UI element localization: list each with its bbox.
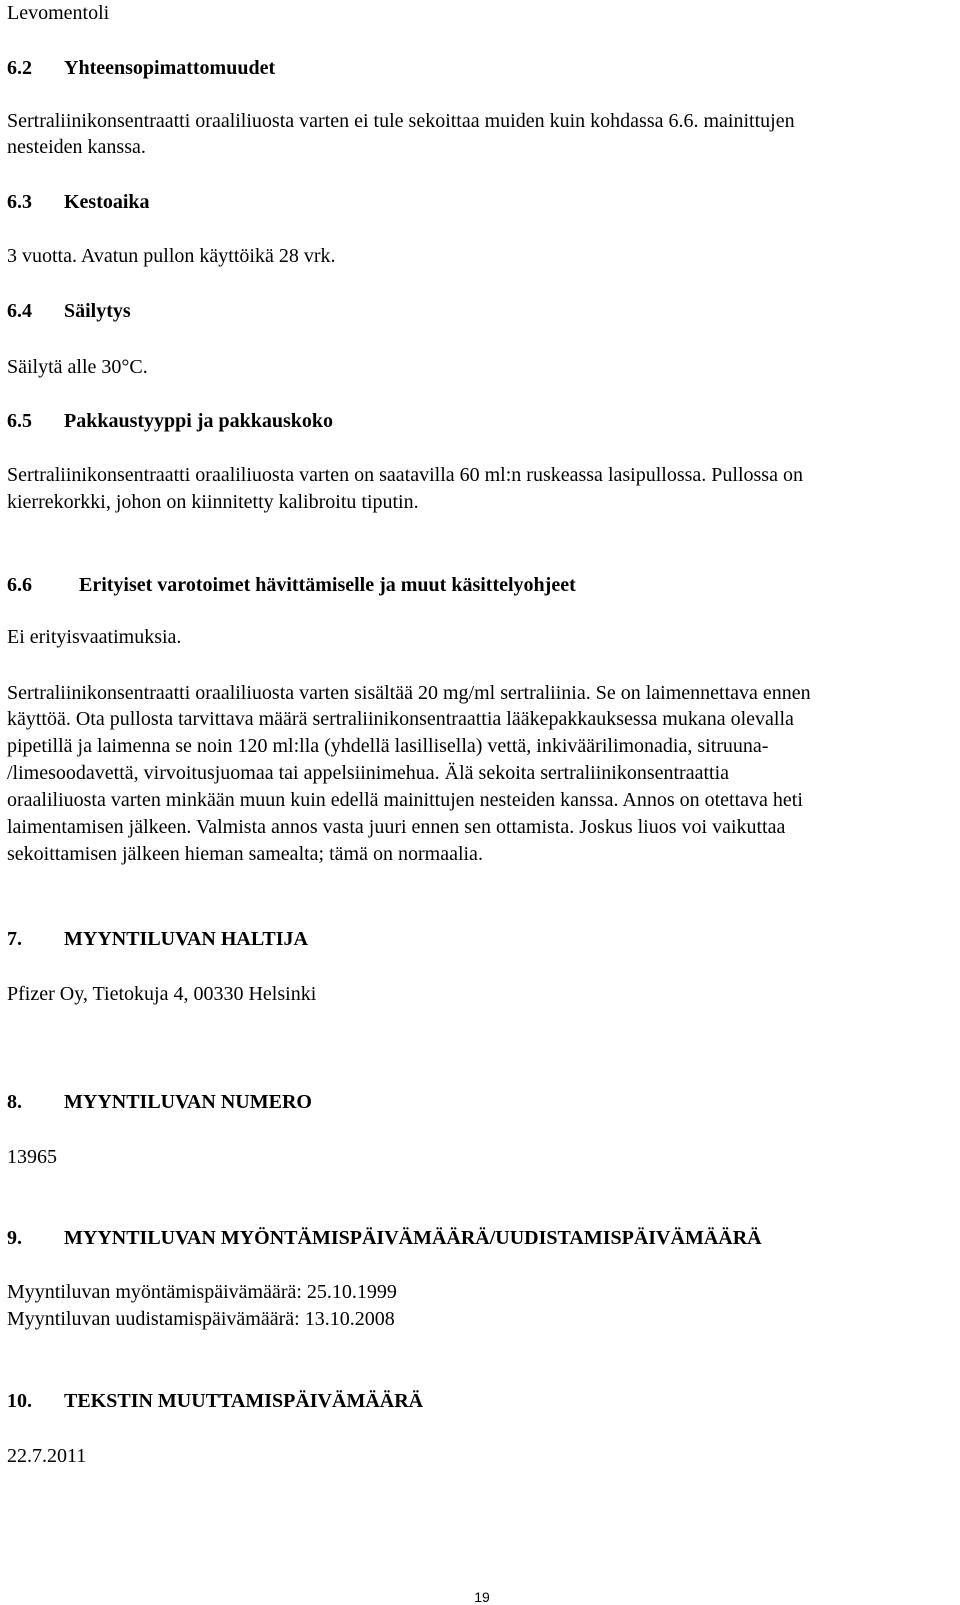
section-number: 6.6 — [7, 574, 32, 596]
section-title: Kestoaika — [64, 191, 150, 213]
body-text: kierrekorkki, johon on kiinnitetty kalibroitu tiputin. — [7, 491, 419, 513]
section-title: Säilytys — [64, 300, 131, 322]
section-heading-6-6 — [7, 572, 576, 598]
body-text: nesteiden kanssa. — [7, 136, 146, 158]
section-number: 10. — [7, 1390, 32, 1412]
body-text: Sertraliinikonsentraatti oraaliliuosta varten on saatavilla 60 ml:n ruskeassa lasipullossa. Pullossa on — [7, 464, 803, 486]
body-text: Levomentoli — [7, 2, 110, 24]
section-number: 8. — [7, 1091, 22, 1113]
section-title: MYYNTILUVAN MYÖNTÄMISPÄIVÄMÄÄRÄ/UUDISTAMISPÄIVÄMÄÄRÄ — [64, 1227, 762, 1249]
body-text: Säilytä alle 30°C. — [7, 356, 148, 378]
section-number: 6.5 — [7, 410, 32, 432]
section-number: 7. — [7, 928, 22, 950]
body-text: Pfizer Oy, Tietokuja 4, 00330 Helsinki — [7, 983, 317, 1005]
section-number: 6.4 — [7, 300, 32, 322]
body-text: pipetillä ja laimenna se noin 120 ml:lla (yhdellä lasillisella) vettä, inkiväärilimonadia, sitruuna- — [7, 735, 769, 757]
body-text: Sertraliinikonsentraatti oraaliliuosta varten sisältää 20 mg/ml sertraliinia. Se on laimennettava ennen — [7, 682, 811, 704]
section-title: Yhteensopimattomuudet — [64, 57, 276, 79]
body-text: sekoittamisen jälkeen hieman samealta; tämä on normaalia. — [7, 843, 483, 865]
body-text: laimentamisen jälkeen. Valmista annos vasta juuri ennen sen ottamista. Joskus liuos voi vaikuttaa — [7, 816, 786, 838]
body-text: Sertraliinikonsentraatti oraaliliuosta varten ei tule sekoittaa muiden kuin kohdassa 6.6. mainittujen — [7, 110, 795, 132]
section-title: MYYNTILUVAN NUMERO — [64, 1091, 312, 1113]
section-heading-9 — [7, 1225, 762, 1251]
section-heading-10 — [7, 1388, 423, 1414]
section-heading-6-4 — [7, 298, 131, 324]
section-heading-7 — [7, 926, 308, 952]
body-text: käyttöä. Ota pullosta tarvittava määrä sertraliinikonsentraattia lääkepakkauksessa mukana olevalla — [7, 708, 794, 730]
body-text: 3 vuotta. Avatun pullon käyttöikä 28 vrk. — [7, 245, 336, 267]
body-text: 13965 — [7, 1146, 57, 1168]
section-title: Erityiset varotoimet hävittämiselle ja muut käsittelyohjeet — [79, 574, 576, 596]
section-title: Pakkaustyyppi ja pakkauskoko — [64, 410, 334, 432]
body-text: Ei erityisvaatimuksia. — [7, 626, 182, 648]
body-text: 22.7.2011 — [7, 1445, 87, 1467]
section-number: 6.3 — [7, 191, 32, 213]
section-number: 6.2 — [7, 57, 32, 79]
section-number: 9. — [7, 1227, 22, 1249]
section-heading-6-3 — [7, 189, 150, 215]
body-text: /limesoodavettä, virvoitusjuomaa tai appelsiinimehua. Älä sekoita sertraliinikonsentraattia — [7, 762, 730, 784]
section-title: MYYNTILUVAN HALTIJA — [64, 928, 308, 950]
section-heading-6-2 — [7, 55, 275, 81]
body-text: Myyntiluvan uudistamispäivämäärä: 13.10.2008 — [7, 1308, 395, 1330]
body-text: oraaliliuosta varten minkään muun kuin edellä mainittujen nesteiden kanssa. Annos on otettava heti — [7, 789, 803, 811]
body-text: Myyntiluvan myöntämispäivämäärä: 25.10.1999 — [7, 1281, 397, 1303]
section-heading-6-5 — [7, 408, 333, 434]
section-title: TEKSTIN MUUTTAMISPÄIVÄMÄÄRÄ — [64, 1390, 424, 1412]
page-number: 19 — [474, 1589, 490, 1605]
section-heading-8 — [7, 1089, 312, 1115]
